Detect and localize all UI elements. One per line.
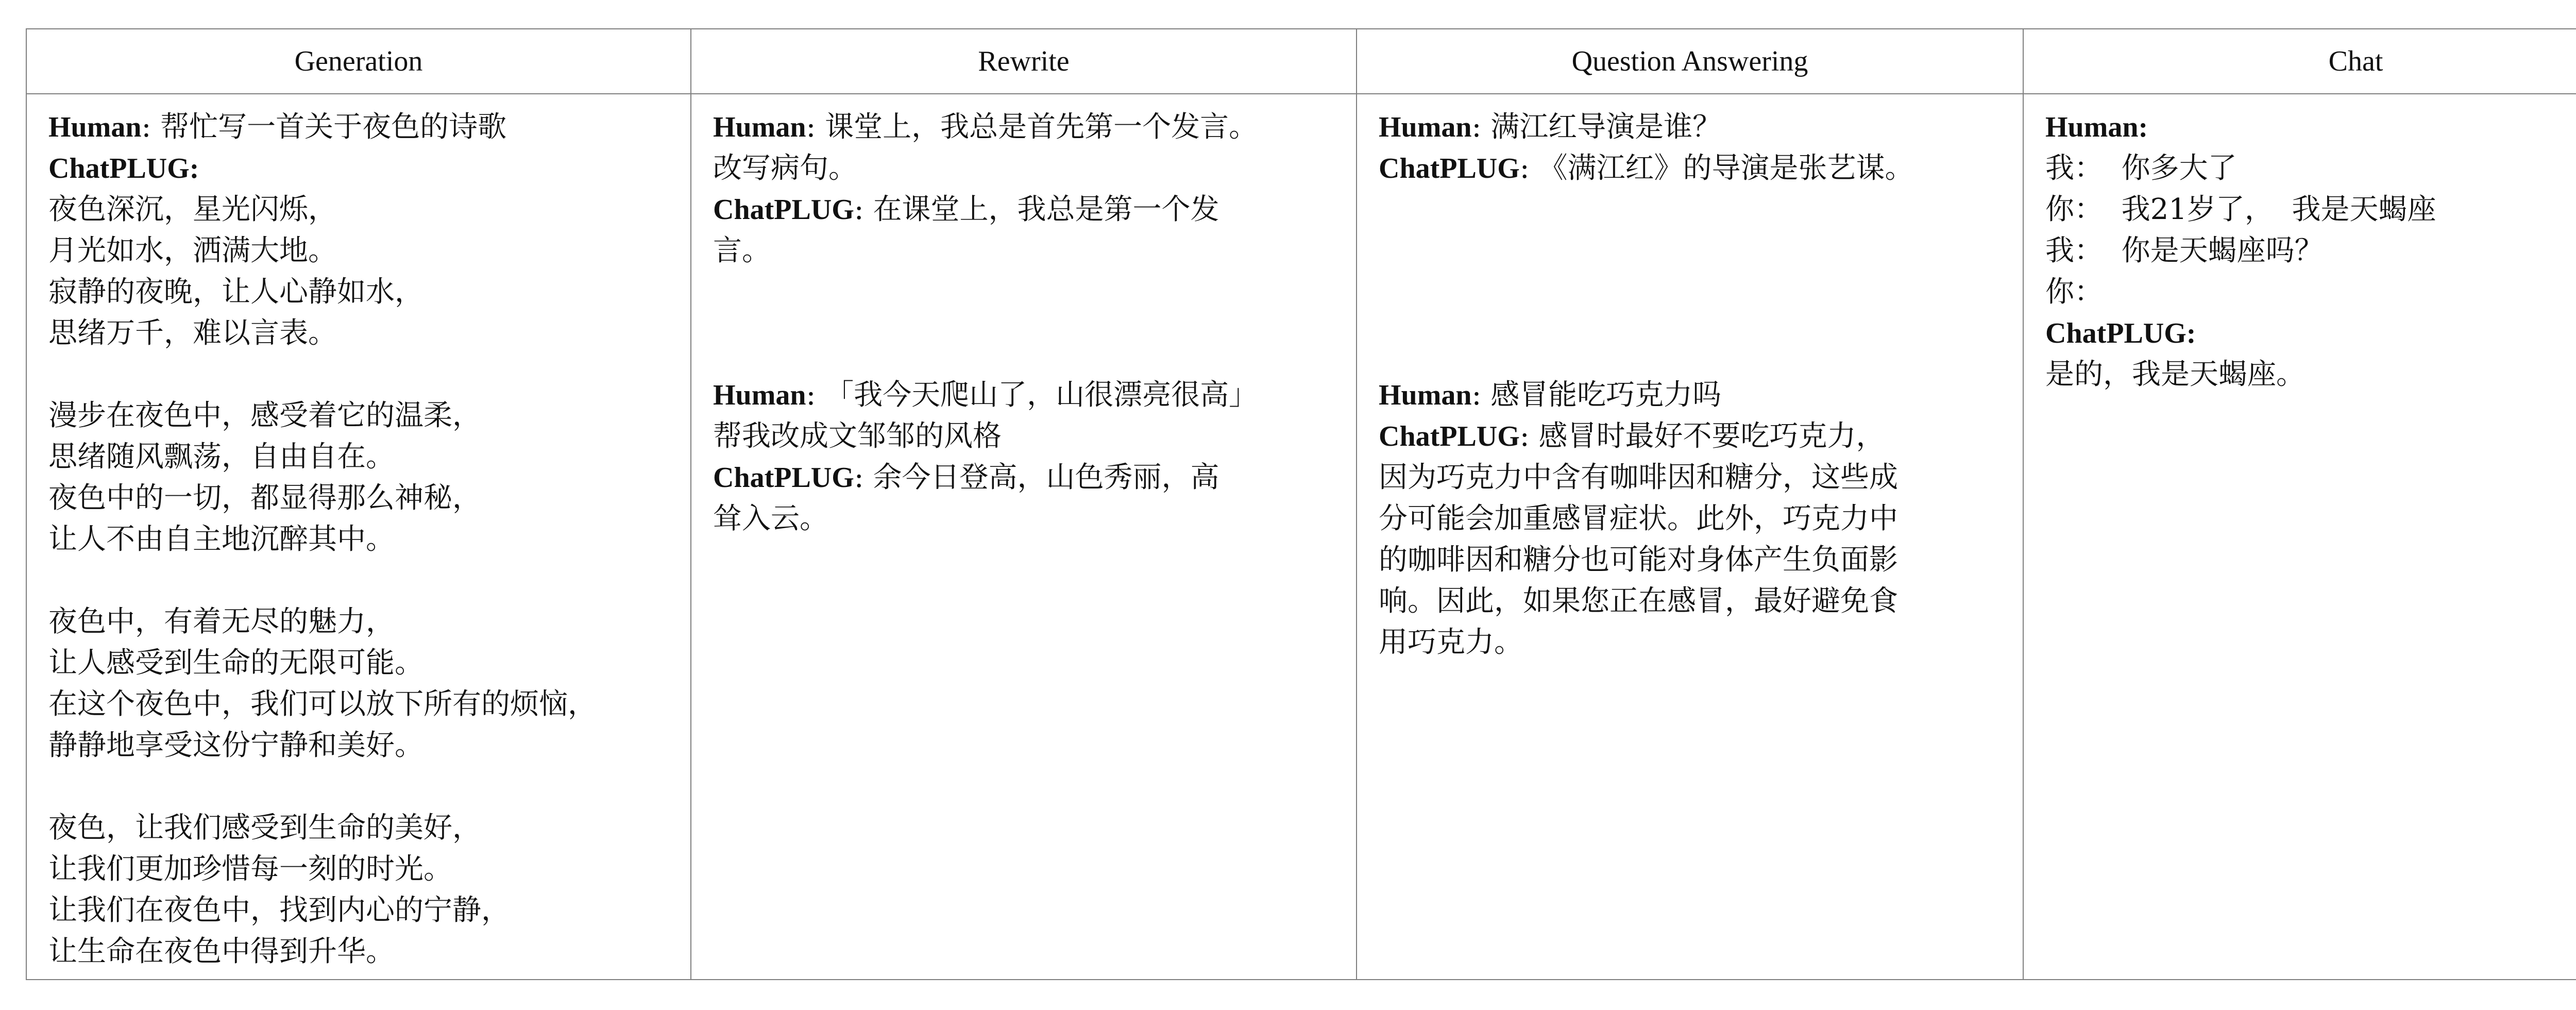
human-prompt: : 满江红导演是谁？ (1471, 110, 1722, 144)
rewrite-example-1 (713, 107, 1334, 272)
poem-line: 让人不由自主地沉醉其中。 (48, 523, 395, 556)
poem-line: 思绪随风飘荡，自由自在。 (48, 440, 395, 474)
poem-line: 让我们在夜色中，找到内心的宁静， (48, 894, 510, 927)
poem-line: 夜色中的一切，都显得那么神秘， (48, 481, 481, 515)
question-answering-cell (1357, 94, 2023, 980)
example-gap (1379, 189, 2001, 375)
poem-line: 思绪万千，难以言表。 (48, 316, 337, 350)
rewrite-cell (691, 94, 1357, 980)
poem-line: 让人感受到生命的无限可能。 (48, 646, 423, 680)
poem-line: 寂静的夜晚，让人心静如水， (48, 275, 423, 309)
bot-reply: 分可能会加重感冒症状。此外，巧克力中 (1379, 502, 1898, 535)
header-row (26, 29, 2576, 94)
poem-line: 夜色中，有着无尽的魅力， (48, 605, 395, 638)
poem-line: 在这个夜色中，我们可以放下所有的烦恼， (48, 687, 597, 721)
bot-reply: 响。因此，如果您正在感冒，最好避免食 (1379, 584, 1898, 618)
bot-reply: 耸入云。 (713, 502, 828, 535)
bot-reply: : 感冒时最好不要吃巧克力， (1519, 419, 1885, 453)
speaker-label: Human (713, 111, 806, 143)
speaker-label: Human (1379, 111, 1472, 143)
bot-reply: : 《满江红》的导演是张艺谋。 (1519, 152, 1914, 185)
poem-line: 夜色，让我们感受到生命的美好， (48, 811, 481, 845)
speaker-label: ChatPLUG (1379, 153, 1520, 184)
dialog-line: 你： 我21岁了， 我是天蝎座 (2045, 193, 2436, 226)
column-header-rewrite: Rewrite (691, 29, 1357, 94)
human-prompt: : 帮忙写一首关于夜色的诗歌 (141, 110, 507, 144)
speaker-label: Human (48, 111, 142, 143)
stanza-break (48, 354, 669, 395)
poem-line: 静静地享受这份宁静和美好。 (48, 729, 423, 762)
speaker-label: ChatPLUG (1379, 420, 1520, 452)
task-examples-table (26, 28, 2576, 980)
poem-line: 让生命在夜色中得到升华。 (48, 935, 395, 968)
speaker-label: Human (1379, 379, 1472, 411)
speaker-label: ChatPLUG (713, 194, 854, 226)
bot-reply: : 余今日登高，山色秀丽，高 (854, 461, 1219, 494)
column-header-chat: Chat (2023, 29, 2576, 94)
bot-reply: 因为巧克力中含有咖啡因和糖分，这些成 (1379, 461, 1898, 494)
dialog-line: 我： 你是天蝎座吗？ (2045, 234, 2324, 267)
speaker-label: ChatPLUG (713, 462, 854, 494)
qa-example-1 (1379, 107, 2001, 189)
example-gap (713, 272, 1334, 375)
speaker-label: Human (713, 379, 806, 411)
poem-line: 让我们更加珍惜每一刻的时光。 (48, 852, 452, 886)
human-prompt: 帮我改成文邹邹的风格 (713, 419, 1002, 453)
human-prompt: : 课堂上，我总是首先第一个发言。 (806, 110, 1258, 144)
chat-cell: Human: 我： 你多大了 你： 我21岁了， 我是天蝎座 我： 你是天蝎座吗？ 你： ChatPLUG: 是的，我是天蝎座。 (2023, 94, 2576, 980)
speaker-label: Human (2045, 111, 2139, 143)
dialog-line: 我： 你多大了 (2045, 152, 2237, 185)
speaker-label: ChatPLUG (2045, 317, 2187, 349)
generation-human-line (48, 107, 669, 148)
stanza-break (48, 766, 669, 807)
poem-line: 漫步在夜色中，感受着它的温柔， (48, 399, 481, 432)
examples-table (26, 28, 2576, 980)
poem-line: 夜色深沉，星光闪烁， (48, 193, 337, 226)
bot-reply: 言。 (713, 234, 771, 267)
poem-line: 月光如水，洒满大地。 (48, 234, 337, 267)
bot-reply: 是的，我是天蝎座。 (2045, 358, 2305, 391)
speaker-label: ChatPLUG (48, 153, 190, 184)
dialog-line: 你： (2045, 275, 2103, 309)
generation-cell (26, 94, 691, 980)
stanza-break (48, 560, 669, 601)
bot-reply: 的咖啡因和糖分也可能对身体产生负面影 (1379, 543, 1898, 577)
bot-reply: 用巧克力。 (1379, 626, 1523, 659)
examples-row (26, 94, 2576, 980)
rewrite-example-2 (713, 375, 1334, 540)
human-prompt: 改写病句。 (713, 152, 857, 185)
bot-reply: : 在课堂上，我总是第一个发 (854, 193, 1219, 226)
column-header-question-answering: Question Answering (1357, 29, 2023, 94)
human-prompt: : 「我今天爬山了，山很漂亮很高」 (806, 378, 1258, 412)
human-prompt: : 感冒能吃巧克力吗 (1471, 378, 1722, 412)
column-header-generation: Generation (26, 29, 691, 94)
generation-bot-line: ChatPLUG: (48, 153, 199, 184)
qa-example-2 (1379, 375, 2001, 663)
